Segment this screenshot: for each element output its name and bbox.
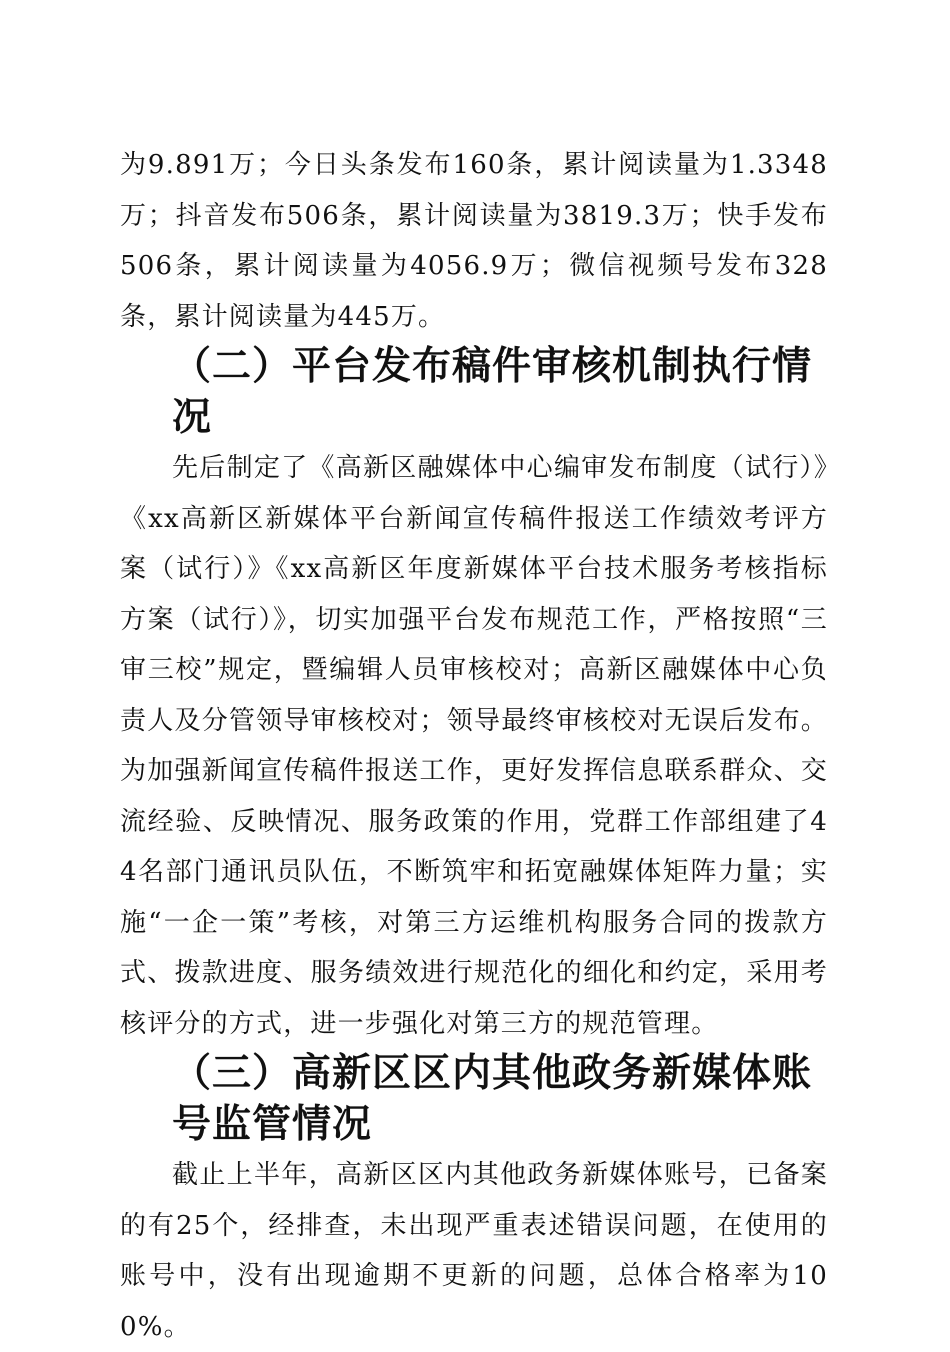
section-heading-review-mechanism: （二）平台发布稿件审核机制执行情况 (172, 344, 813, 440)
paragraph-media-stats: 为9.891万；今日头条发布160条，累计阅读量为1.3348万；抖音发布506条，累计阅读量为3819.3万；快手发布506条，累计阅读量为4056.9万；微信视频号发布328条，累计阅读量为445万。 (120, 150, 828, 332)
paragraph-account-supervision: 截止上半年，高新区区内其他政务新媒体账号，已备案的有25个，经排查，未出现严重表述错误问题，在使用的账号中，没有出现逾期不更新的问题，总体合格率为100%。 (120, 1160, 828, 1342)
section-heading-account-supervision: （三）高新区区内其他政务新媒体账号监管情况 (172, 1051, 813, 1147)
paragraph-review-mechanism: 先后制定了《高新区融媒体中心编审发布制度（试行）》《xx高新区新媒体平台新闻宣传稿件报送工作绩效考评方案（试行）》《xx高新区年度新媒体平台技术服务考核指标方案（试行）》，切实加强平台发布规范工作，严格按照“三审三校”规定，暨编辑人员审核校对；高新区融媒体中心负责人及分管领导审核校对；领导最终审核校对无误后发布。为加强新闻宣传稿件报送工作，更好发挥信息联系群众、交流经验、反映情况、服务政策的作用，党群工作部组建了44名部门通讯员队伍，不断筑牢和拓宽融媒体矩阵力量；实施“一企一策”考核，对第三方运维机构服务合同的拨款方式、拨款进度、服务绩效进行规范化的细化和约定，采用考核评分的方式，进一步强化对第三方的规范管理。 (120, 453, 828, 1039)
document-body (120, 140, 828, 1352)
